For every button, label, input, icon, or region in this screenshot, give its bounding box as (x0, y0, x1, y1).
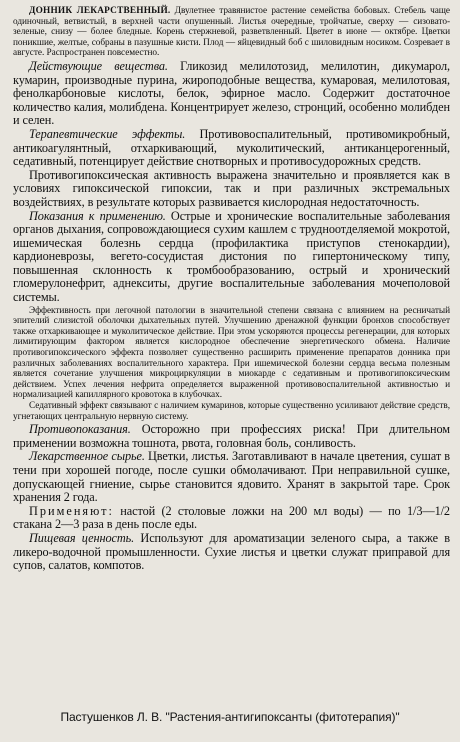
contra-label: Противопоказания. (29, 422, 131, 437)
source-caption: Пастушенков Л. В. "Растения-антигипоксанты (фитотерапия)" (60, 710, 400, 724)
indications-label: Показания к применению. (29, 208, 166, 223)
food-label: Пищевая ценность. (29, 530, 135, 545)
efficiency-note: Эффективность при легочной патологии в значительной степени связана с влиянием на ресничатый эпителий слизистой оболочки дыхательных путей. Улучшению дренажной функции бронхов способствует также отхаркивающее и муколитическое действие. При этом ускоряются процессы регенерации, для которых лимитирующим фактором является кислородное обеспечение энергетического обмена. Наличие противогипоксического эффекта позволяет существенно расширить применение препаратов донника при различных заболеваниях воспалительного характера. При ишемической болезни сердца весьма полезным является сочетание улучшения микроциркуляции в миокарде с седативным и противогипоксическим действием. Успех лечения нефрита определяется выраженной противовоспалительной активностью и нормализацией капиллярного кровотока в клубочках. (13, 305, 450, 401)
intro-text: Двулетнее травянистое растение семейства бобовых. Стебель чаще одиночный, ветвистый, в верхней части опушенный. Листья очередные, тройчатые, сверху — сизовато-зеленые, снизу — более бледные. Корень стержневой, разветвленный. Цветет в июне — октябре. Цветки поникшие, желтые, собраны в пазушные кисти. Плод — яйцевидный боб с шиловидным носиком. Созревает в августе. Распространен повсеместно. (13, 6, 450, 59)
indications-paragraph (13, 210, 450, 305)
actives-label: Действующие вещества. (29, 58, 168, 73)
sedative-note: Седативный эффект связывают с наличием кумаринов, которые существенно усиливают действие средств, угнетающих центральную нервную систему. (13, 401, 450, 422)
food-paragraph (13, 532, 450, 573)
effects-paragraph (13, 128, 450, 169)
effects-label: Терапевтические эффекты. (29, 126, 186, 141)
effects-text: Противовоспалительный, противомикробный, антикоагулянтный, отхаркивающий, муколитический, антиканцерогенный, седативный, потенцирует действие снотворных и противосудорожных средств. (13, 126, 451, 169)
contra-text: Осторожно при профессиях риска! При длительном применении возможна тошнота, рвота, головная боль, сонливость. (13, 422, 450, 450)
raw-paragraph (13, 450, 450, 504)
indications-text: Острые и хронические воспалительные заболевания органов дыхания, сопровождающиеся сухим кашлем с трудноотделяемой мокротой, ишемическая болезнь сердца (профилактика приступов стенокардии), кардионеврозы, вегето-сосудистая дистония по гипертоническому типу, повышенная склонность к тромбообразованию, острый и хронический гломерулонефрит, аднекситы, другие воспалительные заболевания мочеполовой системы. (13, 208, 450, 305)
plant-heading: ДОННИК ЛЕКАРСТВЕННЫЙ. (29, 6, 171, 16)
food-text: Используют для ароматизации зеленого сыра, а также в ликеро-водочной промышленности. Сухие листья и цветки служат приправой для супов, салатов, компотов. (13, 530, 450, 573)
actives-text: Гликозид мелилотозид, мелилотин, дикумарол, кумарин, производные пурина, жироподобные вещества, кумаровая, мелилотовая, фенолкарбоновые кислоты, белок, эфирное масло. Содержит достаточное количество калия, молибдена. Концентрирует железо, стронций, особенно молибден и селен. (13, 58, 451, 128)
contra-paragraph (13, 423, 450, 450)
intro-paragraph (13, 6, 450, 59)
raw-text: Цветки, листья. Заготавливают в начале цветения, сушат в тени при хорошей погоде, после сушки обмолачивают. При неправильной сушке, допускающей гниение, сырье становится ядовито. Хранят в закрытой таре. Срок хранения 2 года. (13, 449, 450, 505)
usage-label: Применяют: (29, 503, 114, 518)
usage-paragraph (13, 505, 450, 532)
usage-text: настой (2 столовые ложки на 200 мл воды) — по 1/3—1/2 стакана 2—3 раза в день после еды. (13, 503, 450, 532)
raw-label: Лекарственное сырье. (29, 449, 145, 464)
actives-paragraph (13, 60, 450, 128)
antihypoxic-paragraph: Противогипоксическая активность выражена значительно и проявляется как в условиях гипоксической гипоксии, так и при различных экстремальных воздействиях, в результате которых развивается кислородная недостаточность. (13, 167, 450, 209)
